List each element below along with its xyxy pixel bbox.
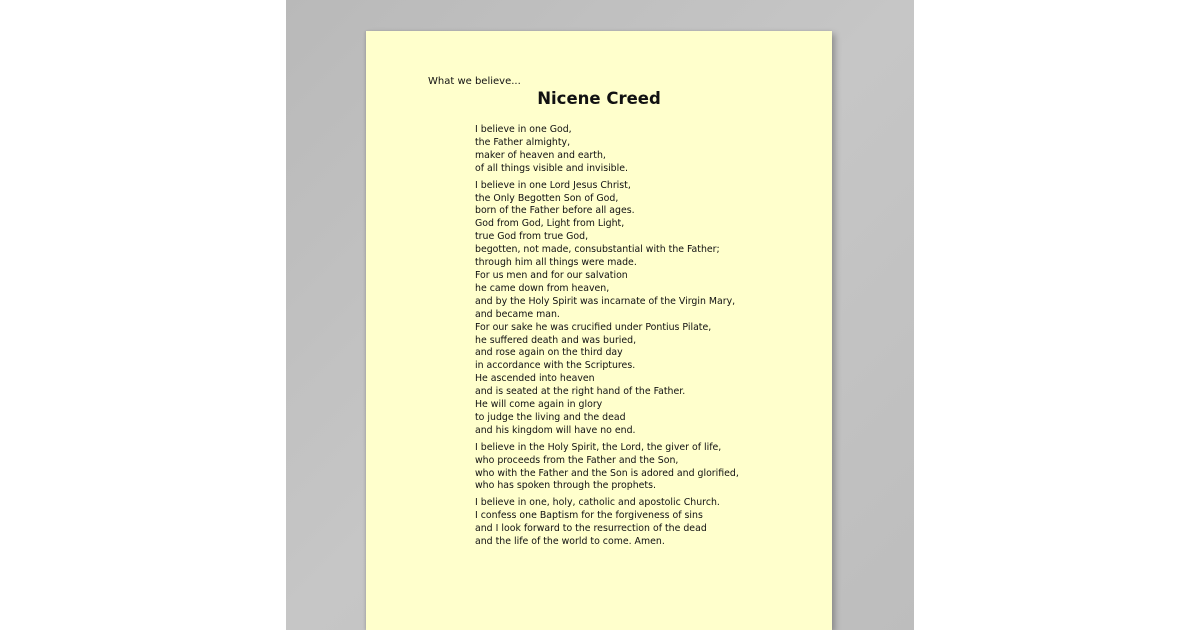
creed-stanza [475,180,739,438]
creed-line: who has spoken through the prophets. [475,480,656,492]
poster-intro: What we believe... [428,76,521,87]
creed-line: For our sake he was crucified under Pontius Pilate, [475,321,712,333]
poster-title: Nicene Creed [537,89,661,108]
creed-line: through him all things were made. [475,257,637,269]
creed-line: he suffered death and was buried, [475,334,637,346]
creed-line: I believe in one Lord Jesus Christ, [475,179,631,191]
creed-line: and became man. [475,308,560,320]
poster [366,31,832,630]
creed-line: and the life of the world to come. Amen. [475,536,665,548]
creed-line: For us men and for our salvation [475,269,628,281]
creed-line: and his kingdom will have no end. [475,424,636,436]
creed-line: and rose again on the third day [475,347,623,359]
creed-stanza [475,124,739,176]
creed-line: the Only Begotten Son of God, [475,192,619,204]
creed-line: of all things visible and invisible. [475,162,628,174]
creed-line: born of the Father before all ages. [475,205,635,217]
creed-line: I believe in one, holy, catholic and apostolic Church. [475,497,720,509]
creed-line: to judge the living and the dead [475,411,626,423]
creed-text [475,124,739,553]
creed-line: I confess one Baptism for the forgiveness of sins [475,510,703,522]
creed-line: I believe in the Holy Spirit, the Lord, the giver of life, [475,441,722,453]
creed-line: and I look forward to the resurrection of the dead [475,523,707,535]
creed-line: in accordance with the Scriptures. [475,360,636,372]
creed-line: I believe in one God, [475,124,572,135]
creed-stanza [475,442,739,494]
creed-line: begotten, not made, consubstantial with the Father; [475,244,720,256]
creed-line: true God from true God, [475,231,589,243]
creed-line: God from God, Light from Light, [475,218,625,230]
creed-line: the Father almighty, [475,136,571,148]
creed-line: who with the Father and the Son is adored and glorified, [475,467,739,479]
creed-line: He will come again in glory [475,399,603,411]
creed-line: who proceeds from the Father and the Son, [475,454,679,466]
creed-line: maker of heaven and earth, [475,149,606,161]
creed-line: He ascended into heaven [475,373,595,385]
creed-stanza [475,497,739,549]
creed-line: and by the Holy Spirit was incarnate of the Virgin Mary, [475,295,736,307]
creed-line: and is seated at the right hand of the Father. [475,386,686,398]
creed-line: he came down from heaven, [475,282,610,294]
